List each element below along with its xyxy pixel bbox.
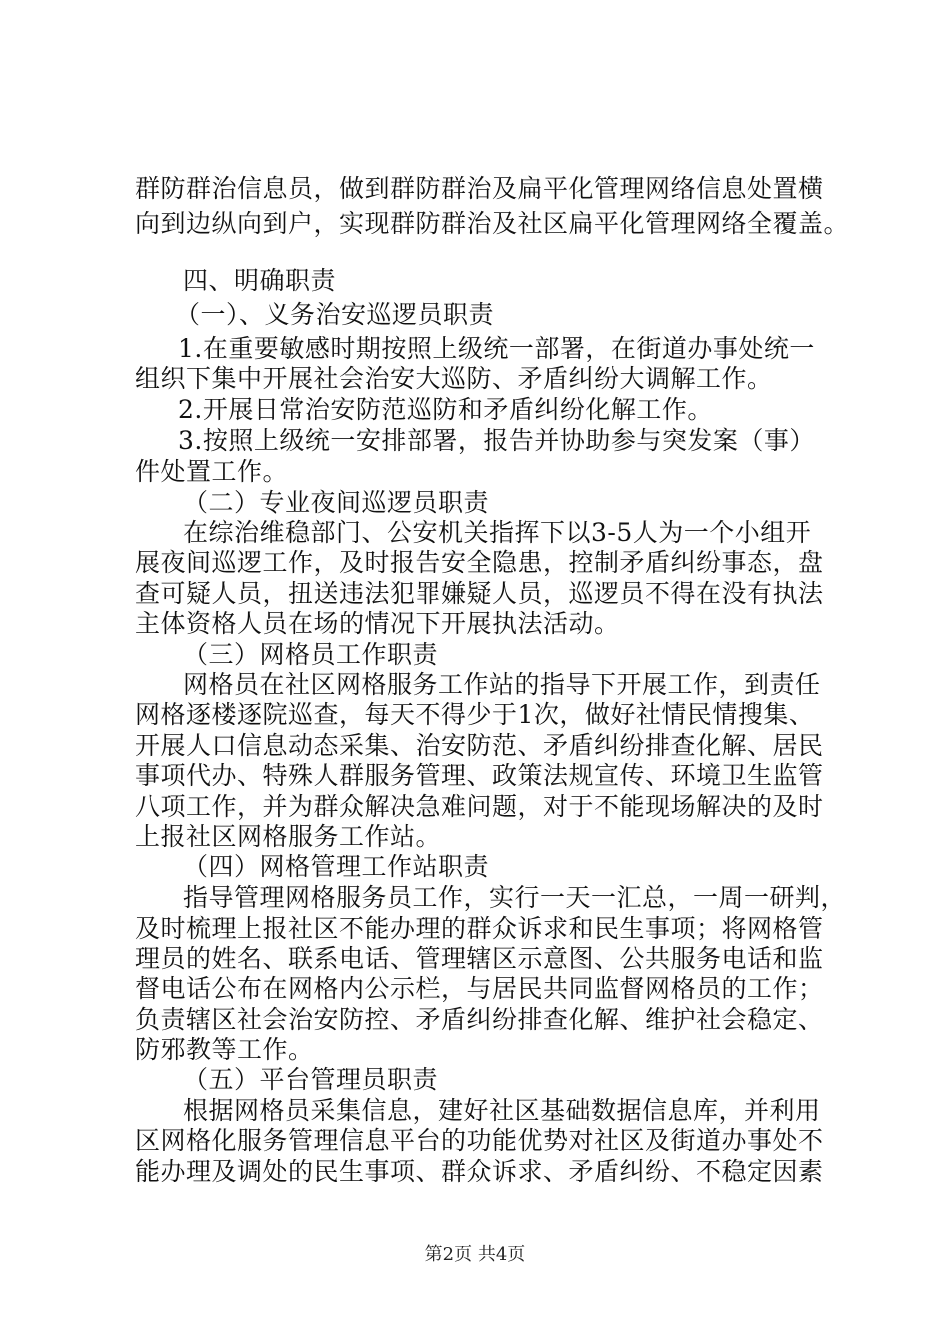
paragraph-line: 查可疑人员，扭送违法犯罪嫌疑人员，巡逻员不得在没有执法	[135, 579, 824, 608]
paragraph-line: 区网格化服务管理信息平台的功能优势对社区及街道办事处不	[135, 1126, 824, 1155]
subsection-heading: （四）网格管理工作站职责	[183, 852, 490, 881]
paragraph-line: 展夜间巡逻工作，及时报告安全隐患，控制矛盾纠纷事态，盘	[135, 548, 824, 577]
paragraph-line: 指导管理网格服务员工作，实行一天一汇总，一周一研判，	[183, 883, 847, 912]
paragraph-line: 1.在重要敏感时期按照上级统一部署，在街道办事处统一	[178, 334, 815, 363]
paragraph-line: 2.开展日常治安防范巡防和矛盾纠纷化解工作。	[178, 395, 713, 424]
paragraph-line: 根据网格员采集信息，建好社区基础数据信息库，并利用	[183, 1096, 821, 1125]
paragraph-line: 向到边纵向到户，实现群防群治及社区扁平化管理网络全覆盖。	[135, 209, 850, 238]
paragraph-line: 上报社区网格服务工作站。	[135, 822, 442, 851]
section-heading: 四、明确职责	[183, 266, 337, 295]
paragraph-line: 组织下集中开展社会治安大巡防、矛盾纠纷大调解工作。	[135, 364, 773, 393]
page-number-footer: 第2页 共4页	[424, 1244, 526, 1265]
paragraph-line: 网格员在社区网格服务工作站的指导下开展工作，到责任	[183, 670, 821, 699]
subsection-heading: （三）网格员工作职责	[183, 640, 439, 669]
paragraph-line: 理员的姓名、联系电话、管理辖区示意图、公共服务电话和监	[135, 944, 824, 973]
subsection-heading: （二）专业夜间巡逻员职责	[183, 488, 490, 517]
paragraph-line: 能办理及调处的民生事项、群众诉求、矛盾纠纷、不稳定因素	[135, 1157, 824, 1186]
paragraph-line: 主体资格人员在场的情况下开展执法活动。	[135, 609, 620, 638]
paragraph-line: 八项工作，并为群众解决急难问题，对于不能现场解决的及时	[135, 792, 824, 821]
paragraph-line: 群防群治信息员，做到群防群治及扁平化管理网络信息处置横	[135, 174, 824, 203]
paragraph-line: 3.按照上级统一安排部署，报告并协助参与突发案（事）	[178, 426, 815, 455]
subsection-heading: （一）、义务治安巡逻员职责	[175, 300, 495, 329]
paragraph-line: 件处置工作。	[135, 457, 289, 486]
paragraph-line: 开展人口信息动态采集、治安防范、矛盾纠纷排查化解、居民	[135, 731, 824, 760]
paragraph-line: 及时梳理上报社区不能办理的群众诉求和民生事项；将网格管	[135, 914, 824, 943]
paragraph-line: 防邪教等工作。	[135, 1035, 314, 1064]
paragraph-line: 网格逐楼逐院巡查，每天不得少于1次，做好社情民情搜集、	[135, 700, 815, 729]
paragraph-line: 督电话公布在网格内公示栏，与居民共同监督网格员的工作；	[135, 974, 824, 1003]
subsection-heading: （五）平台管理员职责	[183, 1065, 439, 1094]
paragraph-line: 在综治维稳部门、公安机关指挥下以3-5人为一个小组开	[183, 518, 812, 547]
paragraph-line: 事项代办、特殊人群服务管理、政策法规宣传、环境卫生监管	[135, 761, 824, 790]
paragraph-line: 负责辖区社会治安防控、矛盾纠纷排查化解、维护社会稳定、	[135, 1005, 824, 1034]
